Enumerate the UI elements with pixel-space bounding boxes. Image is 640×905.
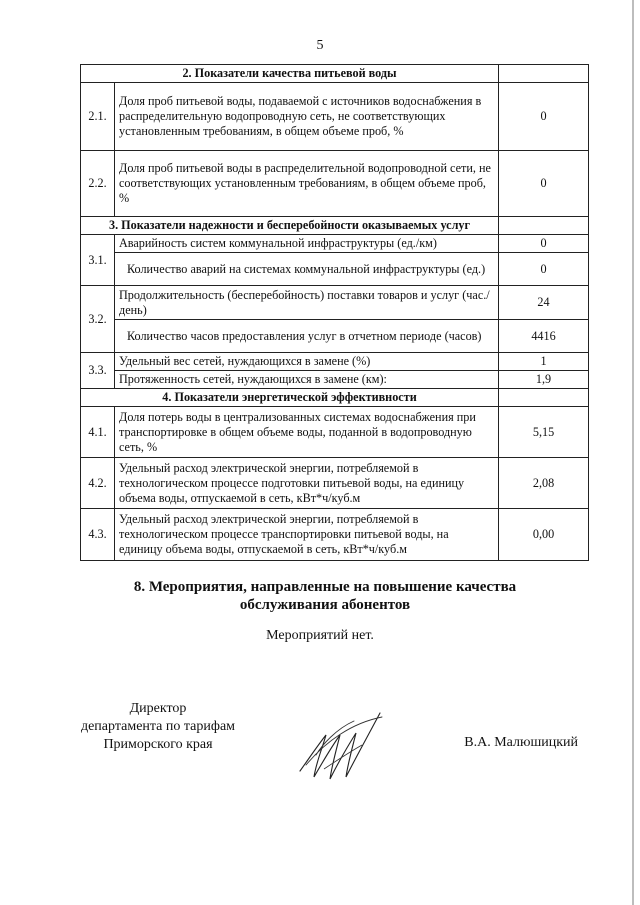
signatory-title <box>58 700 258 754</box>
row-number: 3.1. <box>81 235 115 286</box>
row-text: Доля потерь воды в централизованных системах водоснабжения при транспортировке в общем объеме воды, поданной в водопроводную сеть, % <box>115 407 499 458</box>
row-number: 3.2. <box>81 286 115 353</box>
signatory-title-line-2: департамента по тарифам <box>80 719 236 734</box>
row-text: Доля проб питьевой воды, подаваемой с источников водоснабжения в распределительную водопроводную сеть, не соответствующих установленным требованиям, в общем объеме проб, % <box>115 83 499 151</box>
row-number: 2.2. <box>81 151 115 217</box>
row-number: 4.1. <box>81 407 115 458</box>
blank-cell <box>499 65 589 83</box>
row-number: 3.3. <box>81 353 115 389</box>
section-4-title: 4. Показатели энергетической эффективности <box>81 389 499 407</box>
page-number: 5 <box>316 38 324 53</box>
signatory-name: В.А. Малюшицкий <box>464 735 578 750</box>
row-text: Доля проб питьевой воды в распределительной водопроводной сети, не соответствующих установленным требованиям, в общем объеме проб, % <box>115 151 499 217</box>
row-text: Удельный вес сетей, нуждающихся в замене (%) <box>115 353 499 371</box>
row-value: 24 <box>499 286 589 320</box>
row-text: Количество аварий на системах коммунальной инфраструктуры (ед.) <box>115 253 499 286</box>
row-value: 0 <box>499 253 589 286</box>
table-row <box>81 320 589 353</box>
table-row <box>81 83 589 151</box>
blank-cell <box>499 217 589 235</box>
table-row <box>81 235 589 253</box>
row-value: 0 <box>499 151 589 217</box>
row-text: Удельный расход электрической энергии, потребляемой в технологическом процессе подготовки питьевой воды, на единицу объема воды, отпускаемой в сеть, кВт*ч/куб.м <box>115 458 499 509</box>
table-row <box>81 371 589 389</box>
blank-cell <box>499 389 589 407</box>
table-row <box>81 458 589 509</box>
table-row <box>81 286 589 320</box>
row-number: 2.1. <box>81 83 115 151</box>
row-value: 0 <box>499 83 589 151</box>
signatory-title-line-3: Приморского края <box>103 737 213 752</box>
section-8-text: Мероприятий нет. <box>266 628 374 643</box>
section-8-heading-line-1: 8. Мероприятия, направленные на повышение качества <box>133 579 517 595</box>
signatory-title-line-1: Директор <box>129 701 187 716</box>
indicators-table <box>80 64 589 561</box>
row-value: 5,15 <box>499 407 589 458</box>
table-row <box>81 509 589 561</box>
section-8-heading-line-2: обслуживания абонентов <box>239 597 411 613</box>
section-3-title: 3. Показатели надежности и бесперебойности оказываемых услуг <box>81 217 499 235</box>
row-value: 4416 <box>499 320 589 353</box>
row-number: 4.3. <box>81 509 115 561</box>
scan-edge <box>632 0 634 905</box>
row-value: 1,9 <box>499 371 589 389</box>
row-text: Аварийность систем коммунальной инфраструктуры (ед./км) <box>115 235 499 253</box>
row-value: 0 <box>499 235 589 253</box>
table-row <box>81 407 589 458</box>
table-row <box>81 151 589 217</box>
table-row <box>81 353 589 371</box>
row-value: 1 <box>499 353 589 371</box>
row-value: 0,00 <box>499 509 589 561</box>
row-text: Продолжительность (бесперебойность) поставки товаров и услуг (час./день) <box>115 286 499 320</box>
row-text: Удельный расход электрической энергии, потребляемой в технологическом процессе транспортировки питьевой воды, на единицу объема воды, отпускаемой в сеть, кВт*ч/куб.м <box>115 509 499 561</box>
row-number: 4.2. <box>81 458 115 509</box>
row-text: Протяженность сетей, нуждающихся в замене (км): <box>115 371 499 389</box>
table-row <box>81 253 589 286</box>
section-8-heading <box>90 578 560 614</box>
row-text: Количество часов предоставления услуг в отчетном периоде (часов) <box>115 320 499 353</box>
row-value: 2,08 <box>499 458 589 509</box>
handwritten-signature-icon <box>296 705 386 785</box>
section-2-title: 2. Показатели качества питьевой воды <box>81 65 499 83</box>
